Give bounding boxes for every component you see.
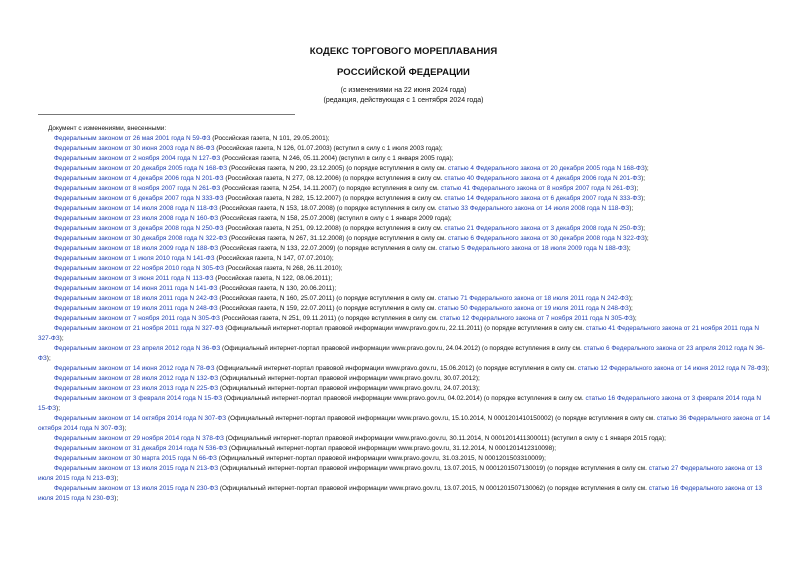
amendment-entry (38, 274, 772, 284)
article-link[interactable]: статью 40 Федерального закона от 4 декабря 2006 года N 201-ФЗ (444, 175, 642, 182)
law-link[interactable]: Федеральным законом от 7 ноября 2011 года N 305-ФЗ (54, 315, 220, 322)
amendment-text: ); (641, 175, 646, 182)
amendment-entry (38, 454, 772, 464)
amendment-entry (38, 134, 772, 144)
amendment-text: (Официальный интернет-портал правовой информации www.pravo.gov.ru, 24.07.2013); (218, 385, 480, 392)
amendment-text: ); (644, 165, 649, 172)
law-link[interactable]: Федеральным законом от 23 июля 2013 года N 225-ФЗ (54, 385, 219, 392)
amendments-intro: Документ с изменениями, внесенными: (48, 125, 167, 132)
amendment-entry (38, 394, 772, 414)
law-link[interactable]: Федеральным законом от 30 декабря 2008 года N 322-ФЗ (54, 235, 228, 242)
amendment-entry (38, 254, 772, 264)
amendment-text: (Российская газета, N 251, 09.12.2008) (о порядке вступления в силу см. (223, 225, 445, 232)
law-link[interactable]: Федеральным законом от 2 ноября 2004 года N 127-ФЗ (54, 155, 221, 162)
amendment-text: (Официальный интернет-портал правовой информации www.pravo.gov.ru, 13.07.2015, N 0001201507130019) (о порядке вступления в силу см. (218, 465, 649, 472)
edition-note-effective: (редакция, действующая с 1 сентября 2024 года) (323, 97, 484, 104)
article-link[interactable]: статью 50 Федерального закона от 19 июля 2011 года N 248-ФЗ (437, 305, 629, 312)
amendment-entry (38, 224, 772, 234)
amendment-entry (38, 384, 772, 394)
law-link[interactable]: Федеральным законом от 13 июля 2015 года N 230-ФЗ (54, 485, 219, 492)
amendment-entry (38, 444, 772, 454)
law-link[interactable]: Федеральным законом от 1 июля 2010 года N 141-ФЗ (54, 255, 215, 262)
law-link[interactable]: Федеральным законом от 30 июня 2003 года N 86-ФЗ (54, 145, 215, 152)
amendment-text: ); (641, 225, 646, 232)
law-link[interactable]: Федеральным законом от 30 марта 2015 года N 66-ФЗ (54, 455, 217, 462)
amendment-entry (38, 214, 772, 224)
amendment-text: ); (114, 495, 119, 502)
article-link[interactable]: статью 16 Федерального закона от 3 февраля 2014 года N 15-ФЗ (38, 395, 761, 412)
law-link[interactable]: Федеральным законом от 31 декабря 2014 года N 536-ФЗ (54, 445, 228, 452)
amendment-entry (38, 464, 772, 484)
amendment-entry (38, 264, 772, 274)
law-link[interactable]: Федеральным законом от 3 февраля 2014 года N 15-ФЗ (54, 395, 223, 402)
amendment-entry (38, 304, 772, 314)
law-link[interactable]: Федеральным законом от 3 июня 2011 года N 113-ФЗ (54, 275, 214, 282)
amendment-entry (38, 344, 772, 364)
law-link[interactable]: Федеральным законом от 23 апреля 2012 года N 36-ФЗ (54, 345, 221, 352)
amendment-text: (Российская газета, N 101, 29.05.2001); (210, 135, 330, 142)
amendment-entry (38, 234, 772, 244)
law-link[interactable]: Федеральным законом от 28 июля 2012 года N 132-ФЗ (54, 375, 219, 382)
amendment-entry (38, 364, 772, 374)
article-link[interactable]: статью 5 Федерального закона от 18 июля 2009 года N 188-ФЗ (438, 245, 627, 252)
article-link[interactable]: статью 12 Федерального закона от 7 ноября 2011 года N 305-ФЗ (439, 315, 633, 322)
amendment-text: (Российская газета, N 147, 07.07.2010); (214, 255, 334, 262)
amendment-text: (Официальный интернет-портал правовой информации www.pravo.gov.ru, 24.04.2012) (о порядке вступления в силу см. (220, 345, 584, 352)
amendment-entry (38, 484, 772, 504)
amendment-text: ); (632, 315, 637, 322)
law-link[interactable]: Федеральным законом от 13 июля 2015 года N 213-ФЗ (54, 465, 219, 472)
article-link[interactable]: статью 14 Федерального закона от 6 декабря 2007 года N 333-ФЗ (444, 195, 642, 202)
amendment-text: (Российская газета, N 267, 31.12.2008) (о порядке вступления в силу см. (227, 235, 448, 242)
amendments-list (38, 124, 772, 504)
law-link[interactable]: Федеральным законом от 14 октября 2014 года N 307-ФЗ (54, 415, 227, 422)
amendment-entry (38, 284, 772, 294)
amendment-text: (Официальный интернет-портал правовой информации www.pravo.gov.ru, 31.12.2014, N 0001201412310098); (227, 445, 557, 452)
amendment-entry (38, 184, 772, 194)
amendment-text: (Российская газета, N 254, 14.11.2007) (о порядке вступления в силу см. (220, 185, 441, 192)
article-link[interactable]: статью 16 Федерального закона от 13 июля 2015 года N 230-ФЗ (38, 485, 763, 502)
amendment-text: (Российская газета, N 246, 05.11.2004) (вступил в силу с 1 января 2005 года); (220, 155, 454, 162)
amendment-text: (Российская газета, N 122, 08.06.2011); (213, 275, 333, 282)
amendment-text: ); (628, 305, 633, 312)
amendment-text: (Российская газета, N 133, 22.07.2009) (о порядке вступления в силу см. (218, 245, 439, 252)
amendment-text: ); (626, 245, 631, 252)
amendment-text: (Официальный интернет-портал правовой информации www.pravo.gov.ru, 15.06.2012) (о порядке вступления в силу см. (214, 365, 578, 372)
edition-note-changes: (с изменениями на 22 июня 2024 года) (340, 87, 467, 94)
amendment-text: (Российская газета, N 159, 22.07.2011) (о порядке вступления в силу см. (217, 305, 438, 312)
law-link[interactable]: Федеральным законом от 26 мая 2001 года N 59-ФЗ (54, 135, 211, 142)
article-link[interactable]: статью 12 Федерального закона от 14 июня 2012 года N 78-ФЗ (577, 365, 766, 372)
amendment-text: (Российская газета, N 282, 15.12.2007) (о порядке вступления в силу см. (223, 195, 445, 202)
article-link[interactable]: статью 41 Федерального закона от 8 ноября 2007 года N 261-ФЗ (440, 185, 635, 192)
law-link[interactable]: Федеральным законом от 22 ноября 2010 года N 305-ФЗ (54, 265, 224, 272)
law-link[interactable]: Федеральным законом от 29 ноября 2014 года N 378-ФЗ (54, 435, 224, 442)
amendments-entries (38, 134, 772, 504)
amendment-entry (38, 154, 772, 164)
amendment-text: (Официальный интернет-портал правовой информации www.pravo.gov.ru, 31.03.2015, N 0001201503310009); (216, 455, 546, 462)
amendment-entry (38, 204, 772, 214)
amendment-text: ); (114, 475, 119, 482)
amendment-text: (Российская газета, N 130, 20.06.2011); (217, 285, 337, 292)
amendment-entry (38, 174, 772, 184)
article-link[interactable]: статью 41 Федерального закона от 21 ноября 2011 года N 327-ФЗ (38, 325, 760, 342)
amendment-entry (38, 244, 772, 254)
law-link[interactable]: Федеральным законом от 4 декабря 2006 года N 201-ФЗ (54, 175, 224, 182)
law-link[interactable]: Федеральным законом от 23 июля 2008 года N 160-ФЗ (54, 215, 219, 222)
amendment-text: ); (629, 205, 634, 212)
law-link[interactable]: Федеральным законом от 3 декабря 2008 года N 250-ФЗ (54, 225, 224, 232)
amendment-text: ); (628, 295, 633, 302)
law-link[interactable]: Федеральным законом от 14 июня 2012 года N 78-ФЗ (54, 365, 215, 372)
amendment-text: ); (59, 335, 64, 342)
article-link[interactable]: статью 33 Федерального закона от 14 июля 2008 года N 118-ФЗ (438, 205, 630, 212)
article-link[interactable]: статью 27 Федерального закона от 13 июля 2015 года N 213-ФЗ (38, 465, 763, 482)
amendment-text: (Официальный интернет-портал правовой информации www.pravo.gov.ru, 13.07.2015, N 0001201507130062) (о порядке вступления в силу см. (218, 485, 649, 492)
amendment-text: ); (122, 425, 127, 432)
amendment-text: (Российская газета, N 251, 09.11.2011) (о порядке вступления в силу см. (219, 315, 440, 322)
document-subtitle: РОССИЙСКОЙ ФЕДЕРАЦИИ (336, 67, 470, 78)
amendment-text: ); (46, 355, 51, 362)
law-link[interactable]: Федеральным законом от 18 июля 2009 года N 188-ФЗ (54, 245, 219, 252)
amendment-text: (Официальный интернет-портал правовой информации www.pravo.gov.ru, 30.11.2014, N 0001201411300011) (вступил в силу с 1 января 2015 года); (223, 435, 666, 442)
amendment-text: (Российская газета, N 158, 25.07.2008) (вступил в силу с 1 января 2009 года); (218, 215, 452, 222)
amendment-entry (38, 194, 772, 204)
amendment-text: (Российская газета, N 277, 08.12.2006) (о порядке вступления в силу см. (223, 175, 445, 182)
law-link[interactable]: Федеральным законом от 21 ноября 2011 года N 327-ФЗ (54, 325, 224, 332)
law-link[interactable]: Федеральным законом от 8 ноября 2007 года N 261-ФЗ (54, 185, 221, 192)
amendment-text: (Официальный интернет-портал правовой информации www.pravo.gov.ru, 30.07.2012); (218, 375, 480, 382)
amendment-text: ); (641, 195, 646, 202)
amendment-text: (Российская газета, N 160, 25.07.2011) (о порядке вступления в силу см. (217, 295, 438, 302)
amendment-text: ); (644, 235, 649, 242)
article-link[interactable]: статью 6 Федерального закона от 23 апреля 2012 года N 36-ФЗ (38, 345, 765, 362)
article-link[interactable]: статью 71 Федерального закона от 18 июля 2011 года N 242-ФЗ (437, 295, 629, 302)
article-link[interactable]: статью 6 Федерального закона от 30 декабря 2008 года N 322-ФЗ (447, 235, 645, 242)
article-link[interactable]: статью 36 Федерального закона от 14 октября 2014 года N 307-ФЗ (38, 415, 771, 432)
amendment-text: ); (765, 365, 770, 372)
amendment-text: ); (634, 185, 639, 192)
article-link[interactable]: статью 4 Федерального закона от 20 декабря 2005 года N 168-ФЗ (447, 165, 645, 172)
law-link[interactable]: Федеральным законом от 14 июля 2008 года N 118-ФЗ (54, 205, 218, 212)
amendment-text: (Официальный интернет-портал правовой информации www.pravo.gov.ru, 15.10.2014, N 0001201410150002) (о порядке вступления в силу см. (226, 415, 657, 422)
amendment-entry (38, 414, 772, 434)
amendment-text: (Российская газета, N 153, 18.07.2008) (о порядке вступления в силу см. (217, 205, 439, 212)
law-link[interactable]: Федеральным законом от 20 декабря 2005 года N 168-ФЗ (54, 165, 228, 172)
amendment-text: (Официальный интернет-портал правовой информации www.pravo.gov.ru, 04.02.2014) (о порядке вступления в силу см. (222, 395, 586, 402)
amendment-text: (Российская газета, N 126, 01.07.2003) (вступил в силу с 1 июля 2003 года); (214, 145, 443, 152)
separator-line (38, 114, 295, 115)
amendment-entry (38, 294, 772, 304)
amendment-entry (38, 374, 772, 384)
law-link[interactable]: Федеральным законом от 19 июля 2011 года N 248-ФЗ (54, 305, 218, 312)
amendment-entry (38, 324, 772, 344)
law-link[interactable]: Федеральным законом от 14 июня 2011 года N 141-ФЗ (54, 285, 218, 292)
law-link[interactable]: Федеральным законом от 18 июля 2011 года N 242-ФЗ (54, 295, 218, 302)
document-title: КОДЕКС ТОРГОВОГО МОРЕПЛАВАНИЯ (309, 46, 498, 57)
law-link[interactable]: Федеральным законом от 6 декабря 2007 года N 333-ФЗ (54, 195, 224, 202)
amendment-entry (38, 164, 772, 174)
amendment-entry (38, 144, 772, 154)
amendment-text: (Российская газета, N 290, 23.12.2005) (о порядке вступления в силу см. (227, 165, 448, 172)
amendment-entry (38, 434, 772, 444)
amendment-text: (Российская газета, N 268, 26.11.2010); (223, 265, 343, 272)
article-link[interactable]: статью 21 Федерального закона от 3 декабря 2008 года N 250-ФЗ (444, 225, 642, 232)
amendment-entry (38, 314, 772, 324)
amendment-text: ); (56, 405, 61, 412)
amendment-text: (Официальный интернет-портал правовой информации www.pravo.gov.ru, 22.11.2011) (о порядке вступления в силу см. (223, 325, 586, 332)
